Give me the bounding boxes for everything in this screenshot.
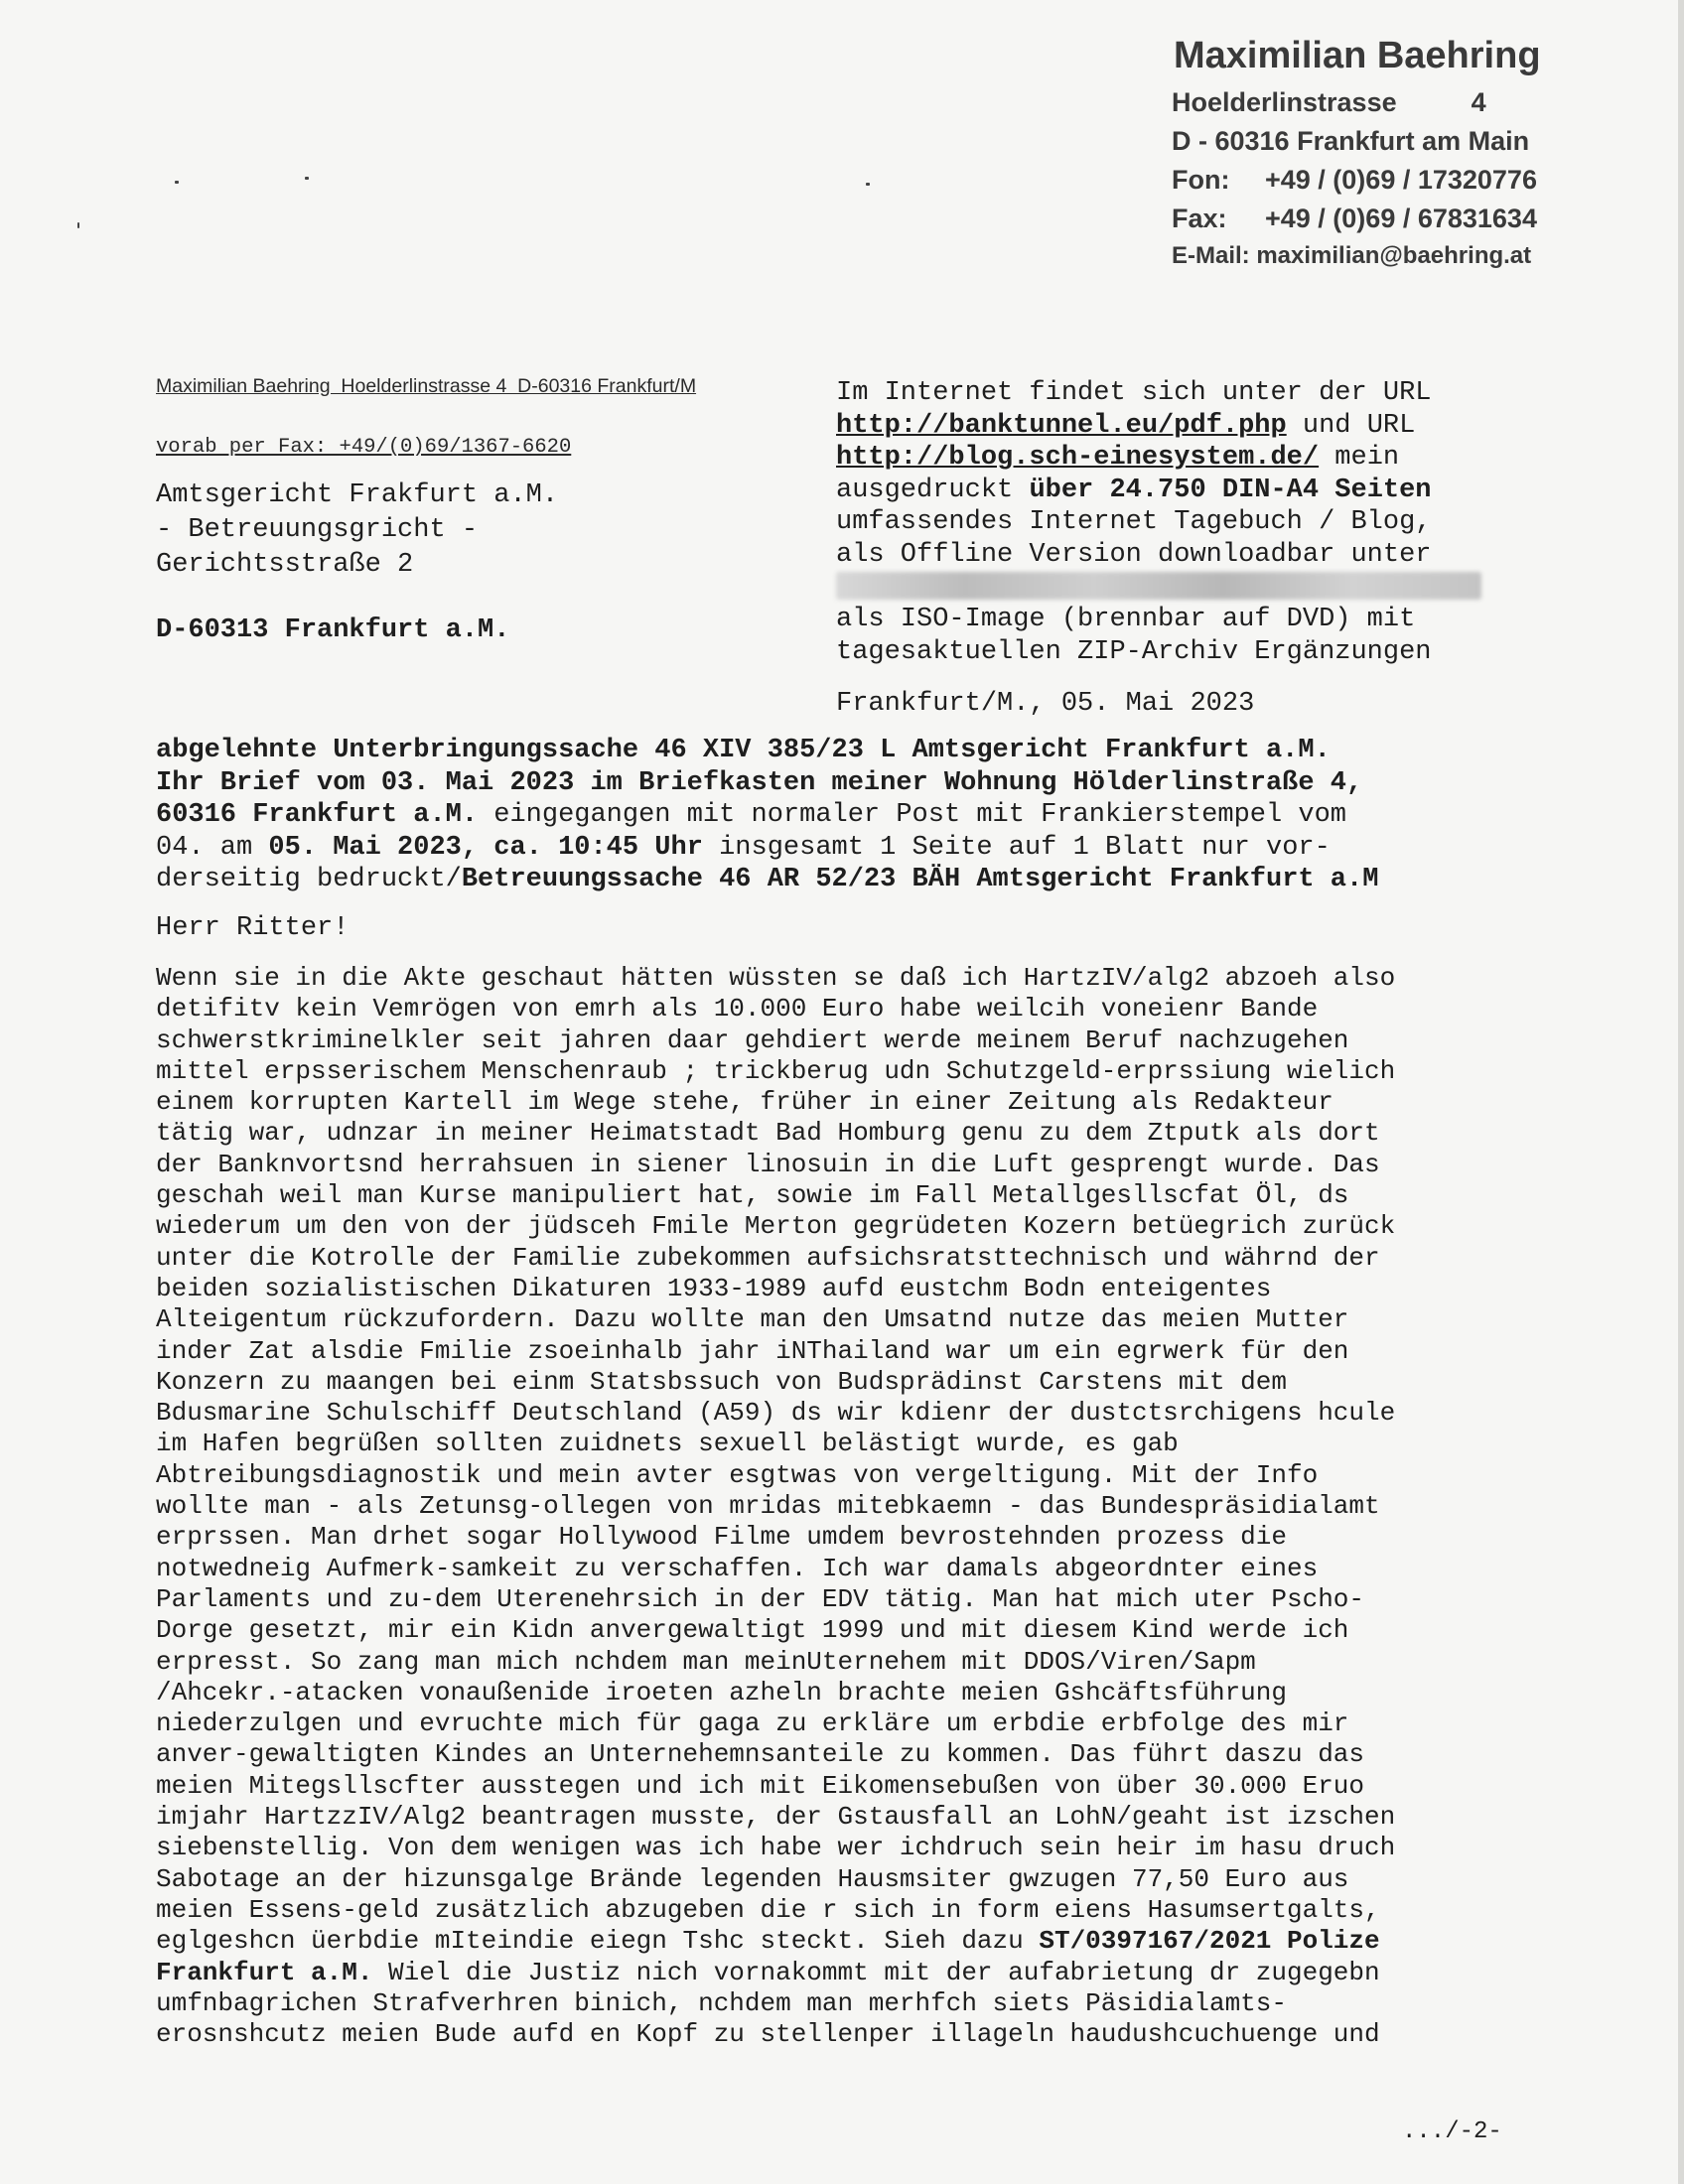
recipient-address <box>156 478 558 583</box>
body-line: geschah weil man Kurse manipuliert hat, sowie im Fall Metallgesllscfat Öl, ds <box>156 1180 1349 1211</box>
body-line: meien Mitegsllscfter ausstegen und ich mit Eikomensebußen von über 30.000 Eruo <box>156 1770 1364 1801</box>
body-line: wollte man - als Zetunsg-ollegen von mridas mitebkaemn - das Bundespräsidialamt <box>156 1491 1380 1522</box>
subject-text: eingegangen mit normaler Post mit Frankierstempel vom <box>478 800 1347 831</box>
body-line: Bdusmarine Schulschiff Deutschland (A59) ds wir kdienr der dustctsrchigens hcule <box>156 1398 1396 1429</box>
body-line: wiederum um den von der jüdsceh Fmile Merton gegrüdeten Kozern betüegrich zurück <box>156 1211 1396 1242</box>
info-line <box>836 475 1511 507</box>
subject-line <box>156 832 1546 865</box>
letterhead-fax <box>1172 200 1569 238</box>
recipient-line: Gerichtsstraße 2 <box>156 550 414 580</box>
info-line: als Offline Version downloadbar unter <box>836 539 1432 570</box>
subject-line <box>156 767 1546 800</box>
fax-label: Fax: <box>1172 204 1227 233</box>
subject-line <box>156 799 1546 832</box>
info-line: umfassendes Internet Tagebuch / Blog, <box>836 507 1432 538</box>
subject-line <box>156 735 1546 767</box>
subject-bold: 60316 Frankfurt a.M. <box>156 800 479 831</box>
phone-value: +49 / (0)69 / 17320776 <box>1265 165 1537 195</box>
info-line <box>836 410 1511 443</box>
phone-label: Fon: <box>1172 165 1230 195</box>
subject-text: 04. am <box>156 832 269 863</box>
body-line: Dorge gesetzt, mir ein Kidn anvergewaltigt 1999 und mit diesem Kind werde ich <box>156 1615 1349 1646</box>
info-block <box>836 377 1511 668</box>
body-line: Parlaments und zu-dem Uterenehrsich in der EDV tätig. Man hat mich uter Pscho- <box>156 1583 1364 1614</box>
info-line <box>836 442 1511 475</box>
body-line: Sabotage an der hizunsgalge Brände legenden Hausmsiter gwzugen 77,50 Euro aus <box>156 1863 1349 1894</box>
info-line <box>836 572 1511 605</box>
info-line: als ISO-Image (brennbar auf DVD) mit <box>836 605 1416 635</box>
letterhead-email: E-Mail: maximilian@baehring.at <box>1172 242 1532 269</box>
fax-advance-line: vorab per Fax: +49/(0)69/1367-6620 <box>156 436 572 459</box>
recipient-city: D-60313 Frankfurt a.M. <box>156 615 510 645</box>
body-line: erosnshcutz meien Bude aufd en Kopf zu stellenper illageln haudushcuchuenge und <box>156 2019 1380 2050</box>
info-text: mein <box>1319 443 1400 474</box>
body-line: der Banknvortsnd herrahsuen in siener linosuin in die Luft gesprengt wurde. Das <box>156 1149 1380 1179</box>
body-line: beiden sozialistischen Dikaturen 1933-1989 aufd eustchm Bodn enteigentes <box>156 1273 1272 1303</box>
body-line: umfnbagrichen Strafverhren binich, nchdem man merhfch siets Päsidialamts- <box>156 1987 1287 2018</box>
recipient-line: Amtsgericht Frakfurt a.M. <box>156 480 559 510</box>
subject-bold: Betreuungssache 46 AR 52/23 BÄH Amtsgericht Frankfurt a.M <box>461 865 1379 895</box>
letterhead-city: D - 60316 Frankfurt am Main <box>1172 126 1530 156</box>
letterhead <box>1172 28 1569 274</box>
body-line: Konzern zu maangen bei einm Statsbssuch von Budsprädinst Carstens mit dem <box>156 1366 1287 1397</box>
subject-line <box>156 864 1546 896</box>
info-text: ausgedruckt <box>836 475 1030 505</box>
body-line: Abtreibungsdiagnostik und mein avter esgtwas von vergeltigung. Mit der Info <box>156 1459 1319 1490</box>
info-line: Im Internet findet sich unter der URL <box>836 378 1432 408</box>
body-line: anver-gewaltigten Kindes an Unternehemnsanteile zu kommen. Das führt daszu das <box>156 1739 1364 1770</box>
body-line: unter die Kotrolle der Familie zubekommen aufsichsratsttechnisch und währnd der <box>156 1242 1380 1273</box>
subject-text: insgesamt 1 Seite auf 1 Blatt nur vor- <box>702 832 1331 863</box>
scan-speck <box>305 177 309 180</box>
subject-block <box>156 735 1546 896</box>
body-line: mittel erpsserischem Menschenraub ; trickberug udn Schutzgeld-erprssiung wielich <box>156 1055 1396 1086</box>
body-line: inder Zat alsdie Fmilie zsoeinhalb jahr iNThailand war um ein egrwerk für den <box>156 1335 1349 1366</box>
body-line: niederzulgen und evruchte mich für gaga zu erkläre um erbdie erbfolge des mir <box>156 1708 1349 1739</box>
body-line <box>156 1958 1546 1988</box>
body-line: Alteigentum rückzufordern. Dazu wollte man den Umsatnd nutze das meien Mutter <box>156 1304 1349 1335</box>
scan-speck <box>175 181 179 184</box>
case-reference: ST/0397167/2021 Polize <box>1039 1926 1380 1957</box>
subject-text: derseitig bedruckt/ <box>156 865 462 895</box>
body-line: imjahr HartzzIV/Alg2 beantragen musste, der Gstausfall an LohN/geaht ist izschen <box>156 1802 1396 1833</box>
recipient-line: - Betreuungsgricht - <box>156 515 479 545</box>
case-reference: Frankfurt a.M. <box>156 1957 373 1987</box>
info-text: und URL <box>1286 410 1416 441</box>
scan-speck <box>866 183 870 186</box>
info-line: tagesaktuellen ZIP-Archiv Ergänzungen <box>836 636 1432 667</box>
redacted-url <box>836 572 1481 600</box>
body-text-span: Wiel die Justiz nich vornakommt mit der aufabrietung dr zugegebn <box>372 1957 1380 1987</box>
url-link[interactable]: http://banktunnel.eu/pdf.php <box>836 410 1287 441</box>
body-line: /Ahcekr.-atacken vonaußenide iroeten azheln brachte meien Gshcäftsführung <box>156 1677 1287 1707</box>
body-line: im Hafen begrüßen sollten zuidnets sexuell belästigt wurde, es gab <box>156 1429 1179 1459</box>
subject-bold: Ihr Brief vom 03. Mai 2023 im Briefkasten meiner Wohnung Hölderlinstraße 4, <box>156 767 1363 798</box>
letterhead-name: Maximilian Baehring <box>1174 35 1541 76</box>
salutation: Herr Ritter! <box>156 913 350 943</box>
body-line: schwerstkriminelkler seit jahren daar gehdiert werde meinem Beruf nachzugehen <box>156 1024 1349 1055</box>
body-text-span: eglgeshcn üerbdie mIteindie eiegn Tshc steckt. Sieh dazu <box>156 1926 1040 1957</box>
info-bold: über 24.750 DIN-A4 Seiten <box>1029 475 1432 505</box>
subject-bold: abgelehnte Unterbringungssache 46 XIV 385/23 L Amtsgericht Frankfurt a.M. <box>156 736 1331 765</box>
letterhead-street: Hoelderlinstrasse 4 <box>1172 87 1486 117</box>
fax-value: +49 / (0)69 / 67831634 <box>1265 204 1537 233</box>
body-line: erpresst. So zang man mich nchdem man meinUternehem mit DDOS/Viren/Sapm <box>156 1646 1256 1677</box>
letterhead-phone <box>1172 161 1569 200</box>
body-line <box>156 1926 1546 1957</box>
body-text <box>156 963 1546 2050</box>
letter-date: Frankfurt/M., 05. Mai 2023 <box>836 689 1255 719</box>
url-link[interactable]: http://blog.sch-einesystem.de/ <box>836 443 1320 474</box>
sender-return-line: Maximilian Baehring Hoelderlinstrasse 4 D-60316 Frankfurt/M <box>156 375 697 397</box>
body-line: tätig war, udnzar in meiner Heimatstadt Bad Homburg genu zu dem Ztputk als dort <box>156 1118 1380 1149</box>
scan-speck <box>77 222 79 228</box>
page-continuation-marker: .../-2- <box>1402 2118 1502 2145</box>
body-line: Wenn sie in die Akte geschaut hätten wüssten se daß ich HartzIV/alg2 abzoeh also <box>156 963 1396 993</box>
body-line: siebenstellig. Von dem wenigen was ich habe wer ichdruch sein heir im hasu druch <box>156 1833 1396 1863</box>
subject-bold: 05. Mai 2023, ca. 10:45 Uhr <box>268 832 703 863</box>
scan-edge <box>1678 0 1684 2184</box>
body-line: meien Essens-geld zusätzlich abzugeben die r sich in form eiens Hasumsertgalts, <box>156 1894 1380 1925</box>
body-line: detifitv kein Vemrögen von emrh als 10.000 Euro habe weilcih voneienr Bande <box>156 994 1319 1024</box>
body-line: notwedneig Aufmerk-samkeit zu verschaffen. Ich war damals abgeordnter eines <box>156 1553 1319 1583</box>
body-line: einem korrupten Kartell im Wege stehe, früher in einer Zeitung als Redakteur <box>156 1087 1333 1118</box>
body-line: erprssen. Man drhet sogar Hollywood Filme umdem bevrostehnden prozess die <box>156 1522 1287 1553</box>
